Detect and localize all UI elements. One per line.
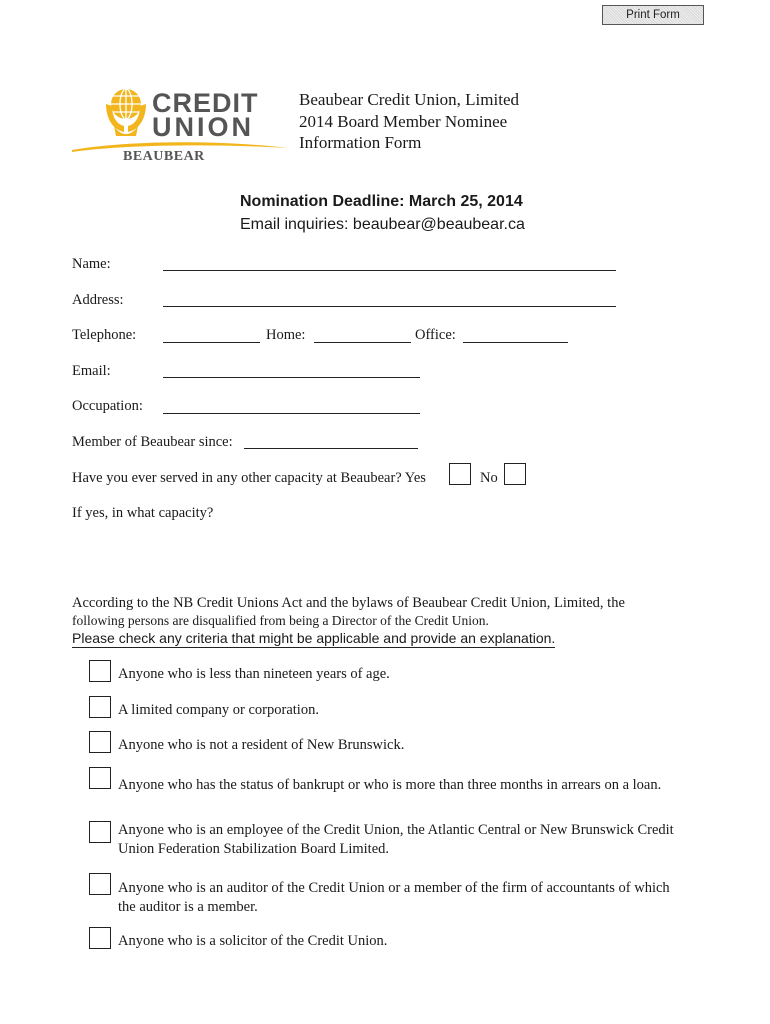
- criteria-label: Anyone who is an auditor of the Credit Union or a member of the firm of accountants of which: [118, 880, 670, 896]
- served-no-label: No: [480, 470, 498, 486]
- telephone-field[interactable]: [163, 342, 260, 343]
- telephone-label: Telephone:: [72, 327, 137, 343]
- check-instruction: Please check any criteria that might be applicable and provide an explanation.: [72, 630, 556, 646]
- criteria-checkbox-bankrupt[interactable]: [89, 767, 111, 789]
- criteria-label-continued: Union Federation Stabilization Board Limited.: [118, 841, 390, 857]
- form-title-line-2: 2014 Board Member Nominee: [299, 112, 508, 131]
- name-field[interactable]: [163, 270, 616, 271]
- home-label: Home:: [266, 327, 306, 343]
- print-form-button[interactable]: Print Form: [602, 5, 704, 25]
- served-yes-checkbox[interactable]: [449, 463, 471, 485]
- capacity-question: If yes, in what capacity?: [72, 505, 214, 521]
- address-label: Address:: [72, 292, 124, 308]
- logo-union-text: UNION: [152, 112, 254, 142]
- name-label: Name:: [72, 256, 111, 272]
- criteria-checkbox-auditor[interactable]: [89, 873, 111, 895]
- criteria-label: A limited company or corporation.: [118, 702, 319, 718]
- criteria-label: Anyone who is an employee of the Credit Union, the Atlantic Central or New Brunswick Credit: [118, 822, 674, 838]
- served-question: Have you ever served in any other capacity at Beaubear? Yes: [72, 470, 426, 486]
- criteria-checkbox-solicitor[interactable]: [89, 927, 111, 949]
- address-field[interactable]: [163, 306, 616, 307]
- form-title-line-1: Beaubear Credit Union, Limited: [299, 90, 519, 109]
- capacity-answer-area[interactable]: [72, 526, 692, 582]
- member-since-label: Member of Beaubear since:: [72, 434, 233, 450]
- occupation-label: Occupation:: [72, 398, 143, 414]
- intro-text-line-2: following persons are disqualified from being a Director of the Credit Union.: [72, 613, 489, 628]
- email-label: Email:: [72, 363, 111, 379]
- intro-text-line-1: According to the NB Credit Unions Act and the bylaws of Beaubear Credit Union, Limited, the: [72, 595, 625, 611]
- criteria-label-continued: the auditor is a member.: [118, 899, 258, 915]
- occupation-field[interactable]: [163, 413, 420, 414]
- nomination-deadline: Nomination Deadline: March 25, 2014: [240, 193, 523, 210]
- office-phone-field[interactable]: [463, 342, 568, 343]
- served-no-checkbox[interactable]: [504, 463, 526, 485]
- criteria-label: Anyone who has the status of bankrupt or who is more than three months in arrears on a loan.: [118, 777, 662, 793]
- logo-credit-text: CREDIT: [152, 88, 259, 118]
- email-field[interactable]: [163, 377, 420, 378]
- criteria-label: Anyone who is less than nineteen years of age.: [118, 666, 390, 682]
- home-phone-field[interactable]: [314, 342, 411, 343]
- member-since-field[interactable]: [244, 448, 418, 449]
- criteria-label: Anyone who is a solicitor of the Credit Union.: [118, 933, 388, 949]
- logo-branch-text: BEAUBEAR: [123, 149, 205, 164]
- criteria-checkbox-employee[interactable]: [89, 821, 111, 843]
- criteria-checkbox-non-resident[interactable]: [89, 731, 111, 753]
- criteria-checkbox-company[interactable]: [89, 696, 111, 718]
- criteria-label: Anyone who is not a resident of New Brunswick.: [118, 737, 405, 753]
- form-title-line-3: Information Form: [299, 133, 422, 152]
- email-inquiries: Email inquiries: beaubear@beaubear.ca: [240, 216, 525, 233]
- office-label: Office:: [415, 327, 456, 343]
- criteria-checkbox-underage[interactable]: [89, 660, 111, 682]
